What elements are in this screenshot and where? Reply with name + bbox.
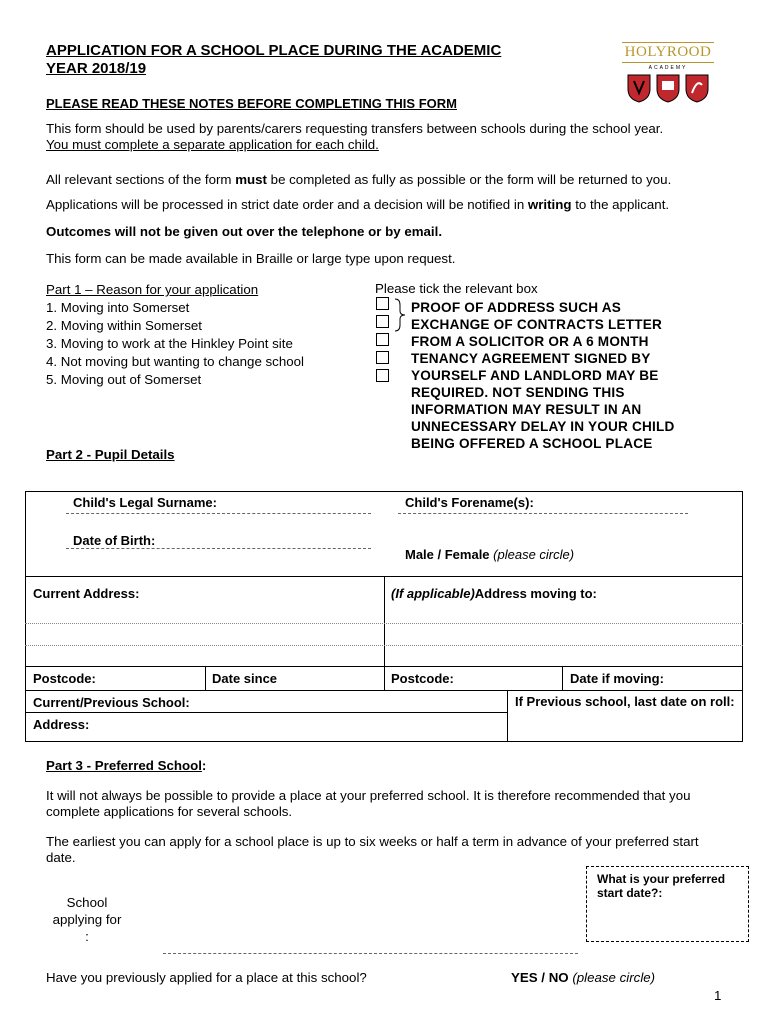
notes-heading: PLEASE READ THESE NOTES BEFORE COMPLETING THIS FORM <box>46 96 457 111</box>
part3-heading-text: Part 3 - Preferred School <box>46 758 202 773</box>
yes-no-options: YES / NO <box>511 970 573 985</box>
part3-heading <box>46 758 206 773</box>
notes-p3-emphasis: writing <box>527 197 572 212</box>
table-divider <box>384 576 385 690</box>
current-address-label: Current Address: <box>33 586 140 601</box>
proof-line: FROM A SOLICITOR OR A 6 MONTH <box>411 334 649 349</box>
moving-address-text: Address moving to: <box>474 586 597 601</box>
previously-applied-question: Have you previously applied for a place at this school? <box>46 970 367 985</box>
reason-item-5: 5. Moving out of Somerset <box>46 372 202 387</box>
gender-options: Male / Female <box>405 547 494 562</box>
notes-p2-text: All relevant sections of the form <box>46 172 236 187</box>
preferred-date-label: What is your preferred start date?: <box>597 872 726 900</box>
forename-field[interactable] <box>398 513 688 514</box>
part3-paragraph-2: The earliest you can apply for a school place is up to six weeks or half a term in advance of your preferred start date. <box>46 834 699 865</box>
form-title <box>46 42 546 78</box>
notes-paragraph-4: Outcomes will not be given out over the telephone or by email. <box>46 224 443 239</box>
notes-paragraph-5: This form can be made available in Braille or large type upon request. <box>46 251 456 266</box>
proof-line: BEING OFFERED A SCHOOL PLACE <box>411 436 653 451</box>
date-moving-label: Date if moving: <box>570 671 664 686</box>
reason-checkbox-2[interactable] <box>376 315 389 328</box>
logo-text: HOLYROOD <box>622 42 714 63</box>
notes-p1: This form should be used by parents/carers requesting transfers between schools during the school year. <box>46 121 664 136</box>
dob-field[interactable] <box>66 548 371 549</box>
proof-line: UNNECESSARY DELAY IN YOUR CHILD <box>411 419 675 434</box>
surname-field[interactable] <box>66 513 371 514</box>
proof-line: YOURSELF AND LANDLORD MAY BE <box>411 368 659 383</box>
forename-label: Child's Forename(s): <box>405 495 534 510</box>
proof-line: INFORMATION MAY RESULT IN AN <box>411 402 642 417</box>
tick-instruction: Please tick the relevant box <box>375 281 538 296</box>
proof-line: PROOF OF ADDRESS SUCH AS <box>411 300 621 315</box>
part1-heading: Part 1 – Reason for your application <box>46 282 259 297</box>
shield-icons <box>622 73 714 103</box>
reason-item-4: 4. Not moving but wanting to change school <box>46 354 304 369</box>
table-divider <box>25 645 743 646</box>
proof-line: EXCHANGE OF CONTRACTS LETTER <box>411 317 663 332</box>
school-applying-label: School applying for : <box>52 895 122 944</box>
notes-p2-text-end: be completed as fully as possible or the form will be returned to you. <box>266 172 672 187</box>
title-line-1: APPLICATION FOR A SCHOOL PLACE DURING THE ACADEMIC <box>46 42 502 59</box>
last-date-label: If Previous school, last date on roll: <box>515 694 735 709</box>
logo-subtext: ACADEMY <box>648 65 688 71</box>
table-divider <box>25 623 743 624</box>
proof-of-address-notice <box>411 299 731 452</box>
surname-label: Child's Legal Surname: <box>73 495 217 510</box>
postcode-moving-label: Postcode: <box>391 671 454 686</box>
school-label: Current/Previous School: <box>33 695 190 710</box>
reason-item-3: 3. Moving to work at the Hinkley Point site <box>46 336 293 351</box>
reason-checkbox-3[interactable] <box>376 333 389 346</box>
table-divider <box>25 690 743 691</box>
shield-icon <box>657 75 679 102</box>
page-number: 1 <box>714 988 722 1003</box>
moving-address-label <box>391 586 597 601</box>
moving-prefix: (If applicable) <box>391 586 475 601</box>
reason-checkbox-1[interactable] <box>376 297 389 310</box>
notes-p2-emphasis: must <box>235 172 267 187</box>
notes-paragraph-3 <box>46 197 736 213</box>
postcode-label: Postcode: <box>33 671 96 686</box>
reason-checkbox-4[interactable] <box>376 351 389 364</box>
table-divider <box>25 666 743 667</box>
notes-p1-underlined: You must complete a separate application for each child. <box>46 137 379 152</box>
holyrood-academy-logo <box>622 42 714 102</box>
proof-line: TENANCY AGREEMENT SIGNED BY <box>411 351 651 366</box>
gender-field[interactable] <box>405 547 574 562</box>
notes-p3-text-end: to the applicant. <box>571 197 670 212</box>
table-divider <box>205 666 206 690</box>
reason-checkbox-5[interactable] <box>376 369 389 382</box>
notes-paragraph-1 <box>46 121 736 153</box>
notes-p3-text: Applications will be processed in strict date order and a decision will be notified in <box>46 197 528 212</box>
gender-note: (please circle) <box>493 547 575 562</box>
yes-no-note: (please circle) <box>572 970 656 985</box>
part2-heading: Part 2 - Pupil Details <box>46 447 175 462</box>
part3-paragraph-1: It will not always be possible to provide a place at your preferred school. It is therefore recommended that you complete applications for several schools. <box>46 788 691 819</box>
notes-paragraph-2 <box>46 172 736 188</box>
part3-heading-colon: : <box>201 758 207 773</box>
proof-line: REQUIRED. NOT SENDING THIS <box>411 385 625 400</box>
part1-section <box>46 281 304 389</box>
shield-icon <box>686 75 708 102</box>
dob-label: Date of Birth: <box>73 533 156 548</box>
reason-item-1: 1. Moving into Somerset <box>46 300 190 315</box>
shield-icon <box>628 75 650 102</box>
table-divider <box>562 666 563 690</box>
yes-no-field[interactable] <box>511 970 655 985</box>
school-applying-field[interactable] <box>163 953 578 954</box>
school-address-label: Address: <box>33 717 90 732</box>
table-divider <box>507 690 508 742</box>
brace-icon <box>392 297 408 333</box>
reason-item-2: 2. Moving within Somerset <box>46 318 202 333</box>
table-divider <box>25 712 507 713</box>
title-line-2: YEAR 2018/19 <box>46 60 147 77</box>
date-since-label: Date since <box>212 671 278 686</box>
